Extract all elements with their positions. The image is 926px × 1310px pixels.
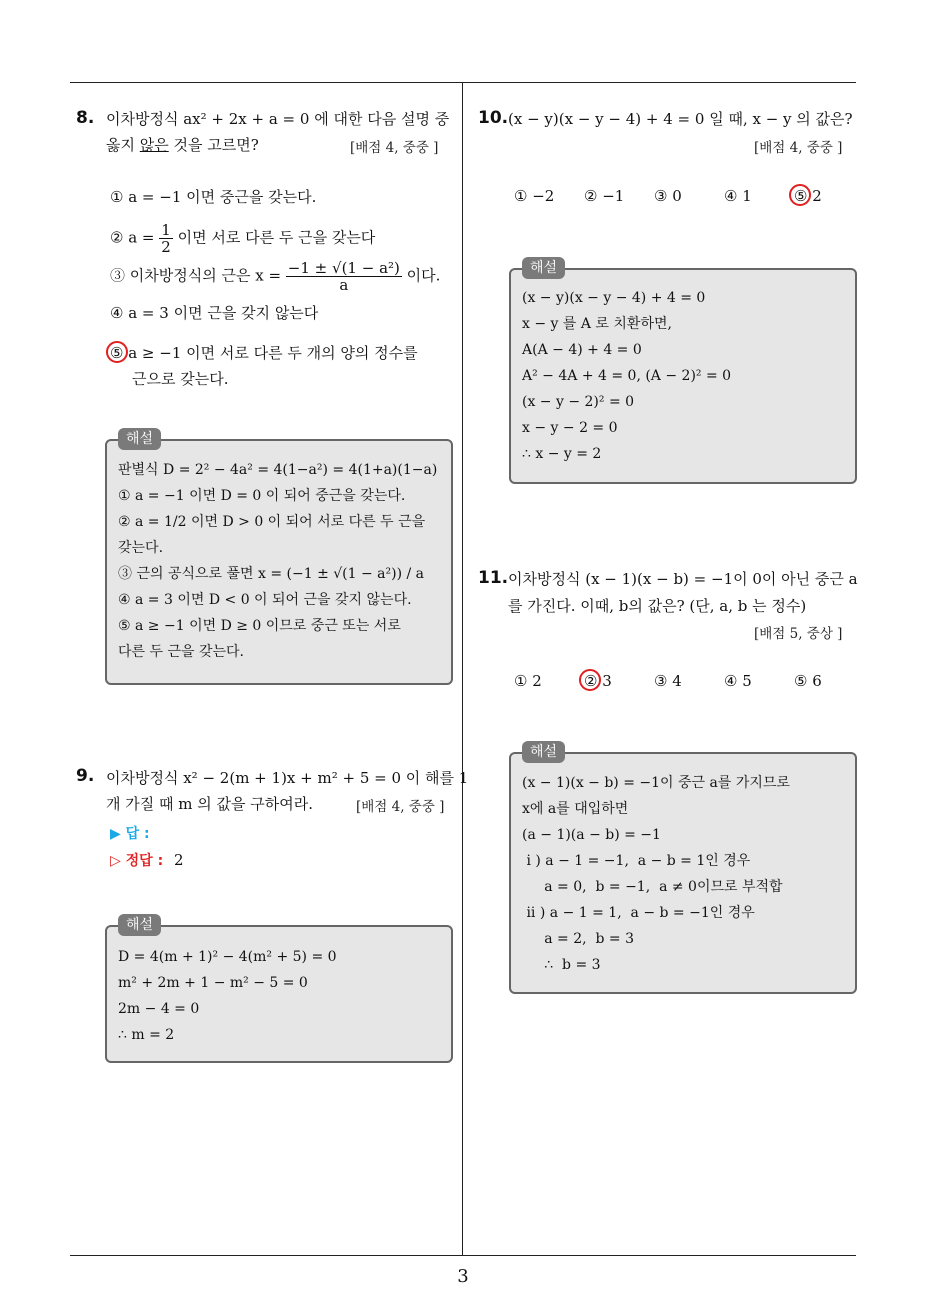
choice-1[interactable]: ① −2: [514, 187, 555, 205]
column-divider: [462, 83, 463, 1255]
choice-4[interactable]: ④ 1: [724, 187, 752, 205]
fraction-numerator: −1 ± √(1 − a²): [287, 259, 400, 277]
question-number: 8.: [76, 108, 95, 128]
solution-line: ∴ m = 2: [118, 1027, 175, 1043]
choice-text: ③ 이차방정식의 근은 x =: [110, 266, 286, 285]
solution-line: 다른 두 근을 갖는다.: [118, 644, 244, 660]
question-text-part: 것을 고르면?: [168, 136, 259, 154]
selected-answer-circle: [789, 184, 811, 206]
question-text: 이차방정식 x² − 2(m + 1)x + m² + 5 = 0 이 해를 1: [106, 769, 469, 787]
solution-line: x − y 를 A 로 치환하면,: [522, 316, 672, 332]
solution-content: [118, 457, 437, 665]
question-number: 9.: [76, 766, 95, 786]
solution-line: a = 2, b = 3: [522, 931, 634, 947]
question-text: (x − y)(x − y − 4) + 4 = 0 일 때, x − y 의 값은?: [508, 110, 853, 128]
correct-answer-value: 2: [173, 851, 184, 869]
choice-5[interactable]: ⑤ 6: [794, 672, 822, 690]
question-text: [106, 135, 259, 155]
choice-2[interactable]: [110, 222, 375, 255]
fraction: [159, 222, 173, 255]
solution-line: a = 0, b = −1, a ≠ 0이므로 부적합: [522, 879, 783, 895]
solution-line: ∴ x − y = 2: [522, 446, 602, 462]
selected-answer-circle: [579, 669, 601, 691]
bottom-rule: [70, 1255, 856, 1256]
question-text: 이차방정식 (x − 1)(x − b) = −1이 0이 아닌 중근 a: [508, 570, 858, 588]
solution-line: (a − 1)(a − b) = −1: [522, 827, 661, 843]
solution-line: (x − y − 2)² = 0: [522, 394, 635, 410]
solution-content: [522, 285, 731, 467]
fraction-numerator: 1: [161, 221, 171, 239]
solution-line: i ) a − 1 = −1, a − b = 1인 경우: [522, 853, 751, 869]
solution-line: ④ a = 3 이면 D < 0 이 되어 근을 갖지 않는다.: [118, 592, 412, 608]
solution-tag: 해설: [118, 914, 161, 936]
solution-content: [522, 770, 790, 978]
choice-3[interactable]: ③ 4: [654, 672, 682, 690]
solution-line: 갖는다.: [118, 540, 164, 556]
choice-2[interactable]: ② 3: [584, 672, 612, 690]
solution-line: ③ 근의 공식으로 풀면 x = (−1 ± √(1 − a²)) / a: [118, 566, 425, 582]
solution-line: A(A − 4) + 4 = 0: [522, 342, 642, 358]
question-number: 10.: [478, 108, 509, 128]
fraction-denominator: 2: [161, 238, 171, 256]
choice-1[interactable]: ① a = −1 이면 중근을 갖는다.: [110, 188, 317, 206]
question-text: 를 가진다. 이때, b의 값은? (단, a, b 는 정수): [508, 597, 807, 615]
solution-line: ∴ b = 3: [522, 957, 601, 973]
solution-line: ① a = −1 이면 D = 0 이 되어 중근을 갖는다.: [118, 488, 406, 504]
solution-line: 판별식 D = 2² − 4a² = 4(1−a²) = 4(1+a)(1−a): [118, 462, 438, 478]
score-label: [배점 4, 중중 ]: [754, 140, 843, 156]
correct-answer-label: ▷ 정답 :: [110, 853, 164, 869]
page-number: 3: [457, 1266, 469, 1287]
solution-tag: 해설: [522, 741, 565, 763]
solution-line: x − y − 2 = 0: [522, 420, 618, 436]
choice-text: 이다.: [401, 266, 441, 285]
solution-line: 2m − 4 = 0: [118, 1001, 200, 1017]
choice-5-continued: 근으로 갖는다.: [132, 370, 229, 388]
solution-line: D = 4(m + 1)² − 4(m² + 5) = 0: [118, 949, 337, 965]
solution-content: [118, 944, 337, 1048]
top-rule: [70, 82, 856, 83]
solution-line: A² − 4A + 4 = 0, (A − 2)² = 0: [522, 368, 732, 384]
solution-line: ② a = 1/2 이면 D > 0 이 되어 서로 다른 두 근을: [118, 514, 426, 530]
question-text: 이차방정식 ax² + 2x + a = 0 에 대한 다음 설명 중: [106, 110, 450, 128]
question-number: 11.: [478, 568, 509, 588]
solution-tag: 해설: [522, 257, 565, 279]
solution-line: m² + 2m + 1 − m² − 5 = 0: [118, 975, 308, 991]
selected-answer-circle: [106, 341, 128, 363]
solution-line: ii ) a − 1 = 1, a − b = −1인 경우: [522, 905, 755, 921]
score-label: [배점 4, 중중 ]: [356, 799, 445, 815]
choice-4[interactable]: ④ 5: [724, 672, 752, 690]
fraction: [286, 260, 402, 293]
fraction-denominator: a: [339, 276, 349, 294]
solution-line: x에 a를 대입하면: [522, 801, 629, 817]
solution-line: (x − y)(x − y − 4) + 4 = 0: [522, 290, 706, 306]
answer-label[interactable]: ▶ 답 :: [110, 826, 150, 842]
solution-line: ⑤ a ≥ −1 이면 D ≥ 0 이므로 중근 또는 서로: [118, 618, 401, 634]
choice-text: ② a =: [110, 228, 160, 247]
choice-2[interactable]: ② −1: [584, 187, 625, 205]
score-label: [배점 5, 중상 ]: [754, 626, 843, 642]
question-text: 개 가질 때 m 의 값을 구하여라.: [106, 795, 313, 813]
solution-tag: 해설: [118, 428, 161, 450]
choice-3[interactable]: ③ 0: [654, 187, 682, 205]
correct-answer: [110, 850, 184, 870]
choice-4[interactable]: ④ a = 3 이면 근을 갖지 않는다: [110, 304, 319, 322]
question-text-part: 옳지: [106, 136, 140, 154]
solution-line: (x − 1)(x − b) = −1이 중근 a를 가지므로: [522, 775, 790, 791]
choice-text: 이면 서로 다른 두 근을 갖는다: [172, 228, 376, 247]
choice-3[interactable]: [110, 260, 440, 293]
underlined-word: 않은: [139, 136, 169, 154]
choice-5[interactable]: ⑤ 2: [794, 187, 822, 205]
choice-1[interactable]: ① 2: [514, 672, 542, 690]
choice-5[interactable]: ⑤ a ≥ −1 이면 서로 다른 두 개의 양의 정수를: [110, 344, 418, 362]
score-label: [배점 4, 중중 ]: [350, 140, 439, 156]
